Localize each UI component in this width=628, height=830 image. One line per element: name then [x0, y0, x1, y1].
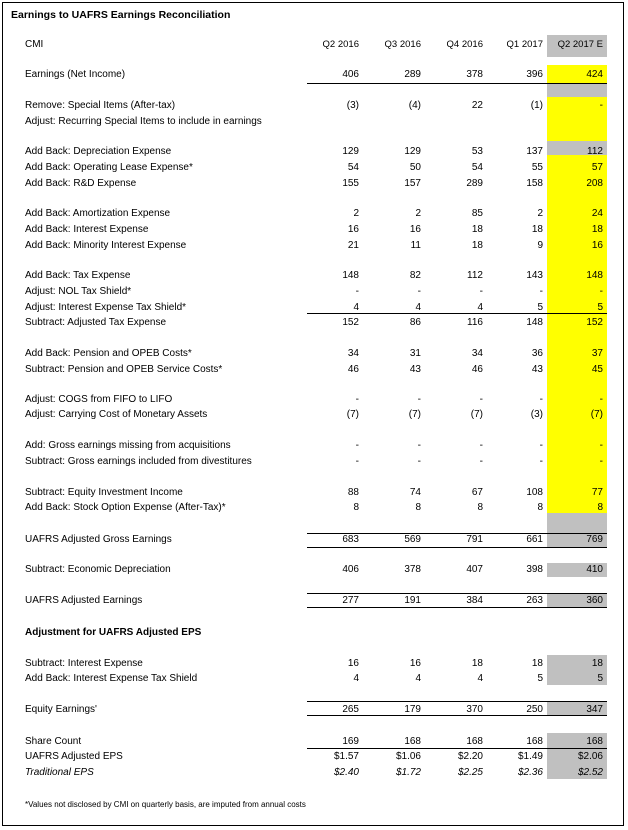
table-cell: - [417, 440, 421, 451]
table-cell: 424 [586, 69, 603, 80]
table-cell: 34 [347, 348, 359, 359]
row-label: Adjust: NOL Tax Shield* [25, 286, 132, 297]
table-cell: 18 [471, 224, 483, 235]
rule-line [307, 715, 607, 716]
table-row [3, 162, 625, 175]
table-row [3, 456, 625, 469]
table-cell: 4 [477, 302, 483, 313]
row-label: Earnings (Net Income) [25, 69, 126, 80]
table-cell: - [599, 440, 603, 451]
table-cell: - [479, 440, 483, 451]
table-cell: 168 [404, 736, 421, 747]
table-cell: $2.20 [457, 751, 483, 762]
table-row [3, 751, 625, 764]
table-cell: - [599, 100, 603, 111]
table-cell: - [417, 394, 421, 405]
gray-band [547, 83, 607, 97]
col-header: Q4 2016 [446, 39, 483, 50]
table-cell: 16 [347, 224, 359, 235]
table-cell: 661 [526, 534, 543, 545]
rule-line [307, 547, 607, 548]
table-cell: 155 [342, 178, 359, 189]
table-cell: (1) [530, 100, 543, 111]
table-cell: 8 [597, 502, 603, 513]
table-cell: 2 [537, 208, 543, 219]
table-cell: 360 [586, 595, 603, 606]
table-cell: 34 [471, 348, 483, 359]
row-label: Add Back: Interest Expense [25, 224, 149, 235]
table-row [3, 534, 625, 547]
table-cell: 148 [586, 270, 603, 281]
table-row [3, 69, 625, 82]
table-cell: 18 [531, 658, 543, 669]
report-title: Earnings to UAFRS Earnings Reconciliation [11, 9, 231, 21]
table-row [3, 564, 625, 577]
table-cell: 55 [531, 162, 543, 173]
table-cell: 191 [404, 595, 421, 606]
row-label: Add Back: Pension and OPEB Costs* [25, 348, 192, 359]
table-row [3, 100, 625, 113]
table-cell: - [355, 394, 359, 405]
table-row [3, 286, 625, 299]
column-header-row [3, 39, 625, 52]
table-cell: 18 [591, 658, 603, 669]
table-cell: - [355, 286, 359, 297]
table-cell: 8 [477, 502, 483, 513]
row-label: Add Back: Stock Option Expense (After-Tax)* [25, 502, 226, 513]
row-label: Add Back: R&D Expense [25, 178, 137, 189]
table-cell: 378 [404, 564, 421, 575]
table-row [3, 146, 625, 159]
table-cell: $1.49 [517, 751, 543, 762]
row-label: Subtract: Economic Depreciation [25, 564, 171, 575]
table-cell: - [539, 394, 543, 405]
table-cell: $2.40 [333, 767, 359, 778]
table-cell: $2.06 [577, 751, 603, 762]
table-row [3, 394, 625, 407]
row-label: Adjust: Recurring Special Items to include in earnings [25, 116, 262, 127]
rule-line [307, 593, 607, 594]
table-cell: 265 [342, 704, 359, 715]
col-header: Q2 2016 [322, 39, 359, 50]
table-cell: 289 [466, 178, 483, 189]
table-cell: 277 [342, 595, 359, 606]
col-header: Q1 2017 [506, 39, 543, 50]
table-cell: 46 [471, 364, 483, 375]
table-row [3, 502, 625, 515]
table-row [3, 224, 625, 237]
table-cell: 398 [526, 564, 543, 575]
rule-line [307, 701, 607, 702]
table-cell: 5 [597, 673, 603, 684]
table-cell: 9 [537, 240, 543, 251]
table-cell: 289 [404, 69, 421, 80]
row-label: Add: Gross earnings missing from acquisitions [25, 440, 231, 451]
table-cell: $2.36 [517, 767, 543, 778]
table-cell: 148 [526, 317, 543, 328]
table-cell: 347 [586, 704, 603, 715]
table-row [3, 317, 625, 330]
row-label: Subtract: Interest Expense [25, 658, 143, 669]
table-cell: - [355, 456, 359, 467]
row-label: Adjust: Interest Expense Tax Shield* [25, 302, 187, 313]
row-label: Add Back: Operating Lease Expense* [25, 162, 193, 173]
table-cell: 370 [466, 704, 483, 715]
table-cell: (4) [408, 100, 421, 111]
table-cell: 22 [471, 100, 483, 111]
table-cell: $2.25 [457, 767, 483, 778]
table-cell: 31 [409, 348, 421, 359]
table-cell: 8 [537, 502, 543, 513]
table-cell: - [355, 440, 359, 451]
table-cell: 46 [347, 364, 359, 375]
table-cell: 4 [477, 673, 483, 684]
table-cell: 50 [409, 162, 421, 173]
table-cell: 148 [342, 270, 359, 281]
table-cell: 4 [415, 673, 421, 684]
table-row [3, 116, 625, 129]
table-cell: $2.52 [577, 767, 603, 778]
table-cell: 77 [591, 487, 603, 498]
rule-line [307, 313, 607, 314]
row-label: Traditional EPS [25, 767, 94, 778]
table-row [3, 487, 625, 500]
row-label: Add Back: Minority Interest Expense [25, 240, 187, 251]
table-cell: 263 [526, 595, 543, 606]
rule-line [307, 83, 607, 84]
table-cell: 88 [347, 487, 359, 498]
table-cell: 168 [466, 736, 483, 747]
table-cell: (7) [470, 409, 483, 420]
table-cell: - [479, 286, 483, 297]
table-cell: 179 [404, 704, 421, 715]
table-cell: - [539, 456, 543, 467]
table-row [3, 270, 625, 283]
row-label: Adjust: Carrying Cost of Monetary Assets [25, 409, 208, 420]
table-cell: - [599, 286, 603, 297]
table-cell: (3) [346, 100, 359, 111]
gray-band [547, 513, 607, 533]
table-cell: $1.06 [395, 751, 421, 762]
table-cell: 152 [342, 317, 359, 328]
table-cell: 208 [586, 178, 603, 189]
table-cell: 143 [526, 270, 543, 281]
table-cell: 384 [466, 595, 483, 606]
table-cell: 168 [586, 736, 603, 747]
table-cell: 378 [466, 69, 483, 80]
table-cell: 158 [526, 178, 543, 189]
table-cell: 18 [531, 224, 543, 235]
table-cell: 54 [347, 162, 359, 173]
table-row [3, 409, 625, 422]
table-cell: 129 [342, 146, 359, 157]
table-cell: 53 [471, 146, 483, 157]
table-cell: 406 [342, 564, 359, 575]
table-cell: 5 [537, 302, 543, 313]
table-cell: 410 [586, 564, 603, 575]
table-cell: 137 [526, 146, 543, 157]
table-cell: - [599, 456, 603, 467]
table-cell: 43 [531, 364, 543, 375]
table-cell: 112 [467, 270, 483, 281]
table-cell: 85 [471, 208, 483, 219]
table-cell: 74 [409, 487, 421, 498]
row-label: UAFRS Adjusted EPS [25, 751, 123, 762]
table-cell: 21 [347, 240, 359, 251]
table-cell: 54 [471, 162, 483, 173]
table-row [3, 364, 625, 377]
table-cell: 11 [410, 240, 421, 251]
table-cell: 2 [415, 208, 421, 219]
table-cell: 152 [586, 317, 603, 328]
table-cell: - [479, 456, 483, 467]
table-cell: 169 [342, 736, 359, 747]
table-cell: 86 [409, 317, 421, 328]
table-cell: 396 [526, 69, 543, 80]
table-cell: $1.57 [333, 751, 359, 762]
table-cell: 4 [415, 302, 421, 313]
table-cell: 8 [353, 502, 359, 513]
row-label: Add Back: Interest Expense Tax Shield [25, 673, 198, 684]
table-cell: 67 [471, 487, 483, 498]
table-cell: $1.72 [395, 767, 421, 778]
table-cell: - [417, 456, 421, 467]
row-label: Share Count [25, 736, 82, 747]
table-row [3, 178, 625, 191]
table-row [3, 240, 625, 253]
row-label: Add Back: Amortization Expense [25, 208, 171, 219]
table-cell: 250 [526, 704, 543, 715]
table-cell: 157 [404, 178, 421, 189]
table-cell: 18 [471, 658, 483, 669]
table-cell: - [479, 394, 483, 405]
col-header: Q2 2017 E [557, 39, 603, 50]
rule-line [307, 533, 607, 534]
row-label: Remove: Special Items (After-tax) [25, 100, 176, 111]
row-label: Subtract: Adjusted Tax Expense [25, 317, 167, 328]
table-cell: 769 [586, 534, 603, 545]
col-header: Q3 2016 [384, 39, 421, 50]
row-label: Subtract: Equity Investment Income [25, 487, 183, 498]
table-cell: 8 [415, 502, 421, 513]
table-cell: 57 [591, 162, 603, 173]
table-cell: 683 [342, 534, 359, 545]
table-cell: 2 [353, 208, 359, 219]
table-cell: 168 [526, 736, 543, 747]
table-row [3, 627, 625, 640]
table-cell: (7) [346, 409, 359, 420]
table-cell: 569 [404, 534, 421, 545]
table-cell: 406 [342, 69, 359, 80]
table-cell: 116 [467, 317, 483, 328]
table-cell: - [417, 286, 421, 297]
rule-line [307, 607, 607, 608]
row-label: Add Back: Depreciation Expense [25, 146, 172, 157]
table-cell: 129 [404, 146, 421, 157]
row-label: Adjustment for UAFRS Adjusted EPS [25, 627, 202, 638]
table-row [3, 767, 625, 780]
row-label: UAFRS Adjusted Gross Earnings [25, 534, 172, 545]
table-cell: (3) [530, 409, 543, 420]
report-frame [2, 2, 624, 826]
table-cell: 108 [526, 487, 543, 498]
table-row [3, 658, 625, 671]
table-row [3, 440, 625, 453]
table-cell: 24 [591, 208, 603, 219]
table-cell: 82 [409, 270, 421, 281]
row-label: UAFRS Adjusted Earnings [25, 595, 143, 606]
rule-line [307, 748, 607, 749]
footnote: *Values not disclosed by CMI on quarterly basis, are imputed from annual costs [25, 800, 306, 809]
table-cell: 5 [537, 673, 543, 684]
company-label: CMI [25, 39, 44, 50]
table-cell: 16 [591, 240, 603, 251]
table-row [3, 348, 625, 361]
row-label: Adjust: COGS from FIFO to LIFO [25, 394, 173, 405]
table-cell: 16 [409, 224, 421, 235]
table-cell: 18 [471, 240, 483, 251]
table-cell: 791 [466, 534, 483, 545]
table-cell: 407 [466, 564, 483, 575]
table-cell: 5 [597, 302, 603, 313]
table-cell: 36 [531, 348, 543, 359]
table-cell: - [539, 440, 543, 451]
table-cell: 16 [409, 658, 421, 669]
table-cell: (7) [408, 409, 421, 420]
row-label: Add Back: Tax Expense [25, 270, 131, 281]
table-cell: 4 [353, 673, 359, 684]
table-cell: 4 [353, 302, 359, 313]
table-cell: - [599, 394, 603, 405]
table-row [3, 208, 625, 221]
table-cell: 37 [591, 348, 603, 359]
table-cell: 112 [587, 146, 603, 157]
row-label: Subtract: Gross earnings included from divestitures [25, 456, 252, 467]
table-cell: 45 [591, 364, 603, 375]
table-cell: 16 [347, 658, 359, 669]
table-cell: 18 [591, 224, 603, 235]
row-label: Subtract: Pension and OPEB Service Costs* [25, 364, 223, 375]
table-row [3, 673, 625, 686]
table-cell: (7) [590, 409, 603, 420]
row-label: Equity Earnings' [25, 704, 97, 715]
table-cell: - [539, 286, 543, 297]
table-cell: 43 [409, 364, 421, 375]
